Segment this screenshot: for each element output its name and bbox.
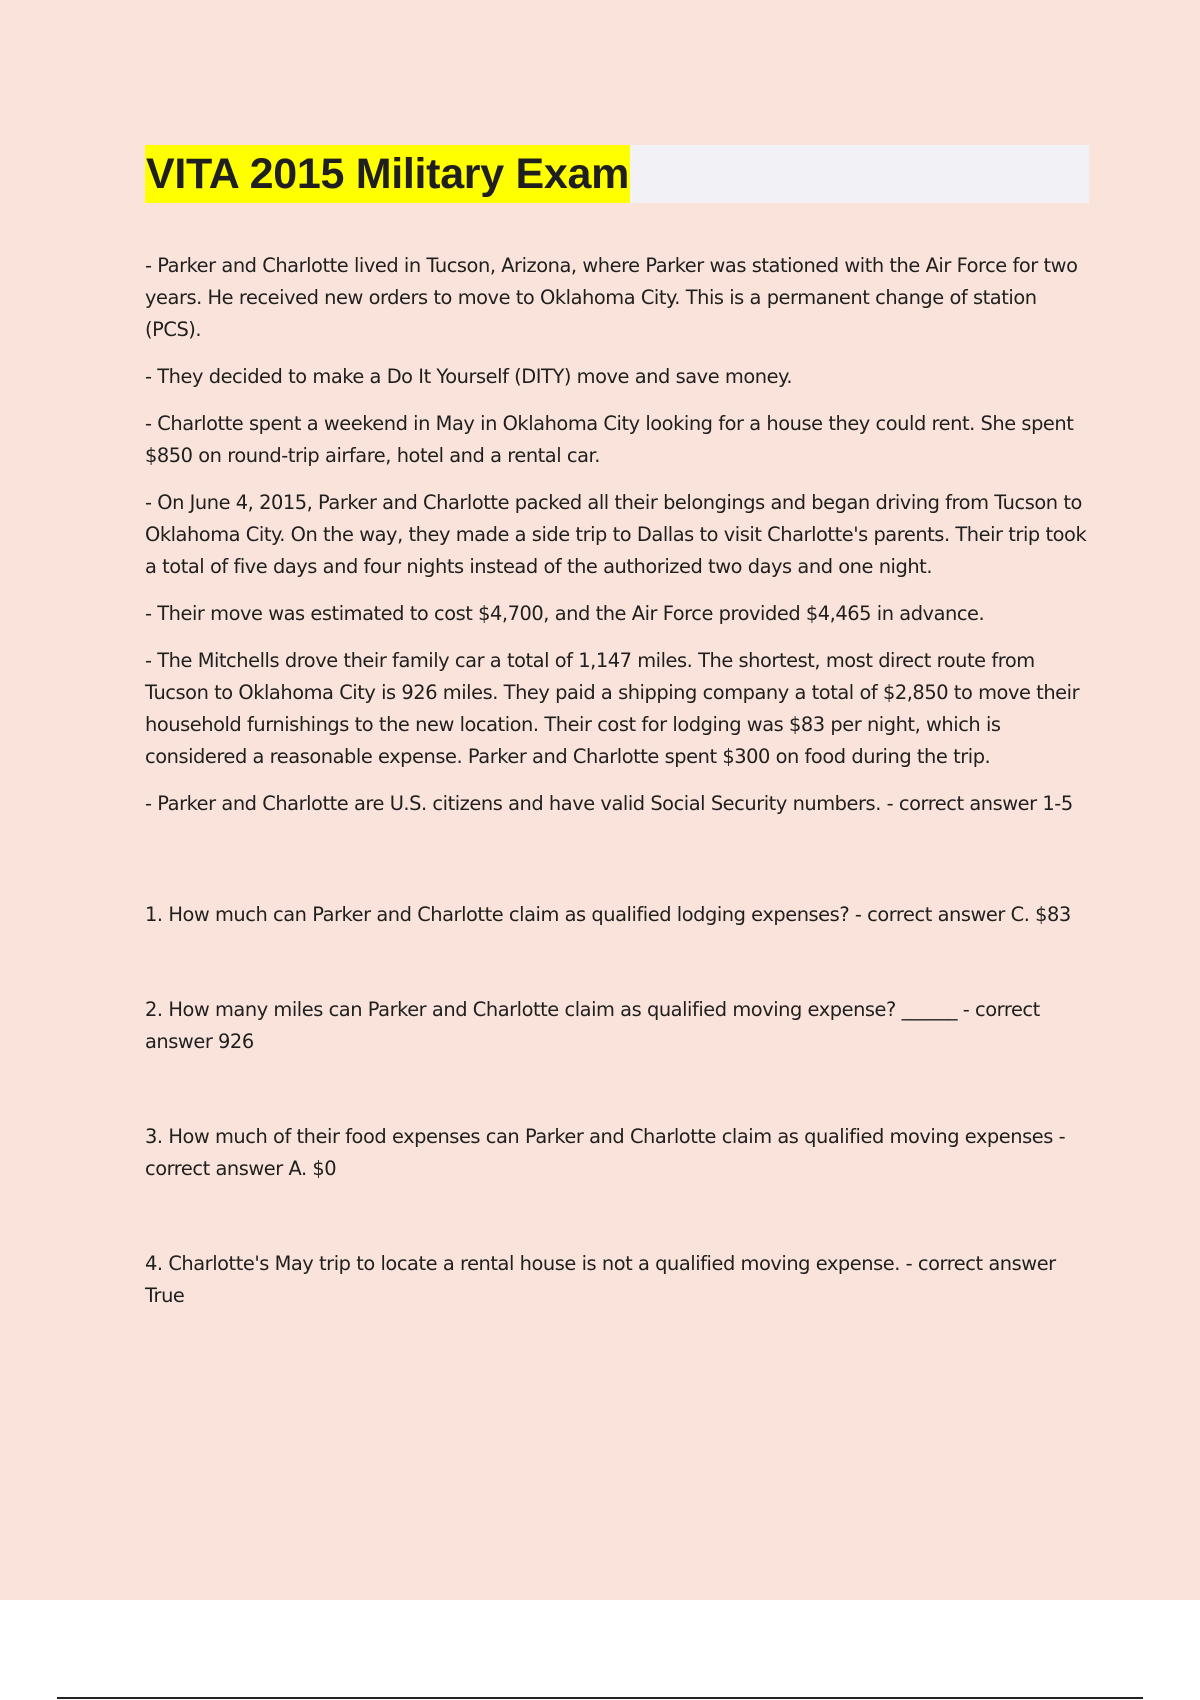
scenario-paragraph-4: - On June 4, 2015, Parker and Charlotte packed all their belongings and began driving from Tucson to Oklahoma City. On the way, they made a side trip to Dallas to visit Charlotte's parents. Their trip took a total of five days and four nights instead of the authorized two days and one night.: [145, 491, 1087, 578]
question-2: 2. How many miles can Parker and Charlotte claim as qualified moving expense? ______ - correct answer 926: [145, 998, 1040, 1053]
document-title: VITA 2015 Military Exam: [145, 145, 630, 203]
document-body: [145, 250, 1090, 1312]
scenario-paragraph-5: - Their move was estimated to cost $4,700, and the Air Force provided $4,465 in advance.: [145, 602, 985, 625]
page-divider: [57, 1697, 1143, 1699]
scenario-paragraph-7: - Parker and Charlotte are U.S. citizens and have valid Social Security numbers. - correct answer 1-5: [145, 792, 1073, 815]
scenario-paragraph-6: - The Mitchells drove their family car a total of 1,147 miles. The shortest, most direct route from Tucson to Oklahoma City is 926 miles. They paid a shipping company a total of $2,850 to move their household furnishings to the new location. Their cost for lodging was $83 per night, which is considered a reasonable expense. Parker and Charlotte spent $300 on food during the trip.: [145, 649, 1080, 768]
question-4: 4. Charlotte's May trip to locate a rental house is not a qualified moving expense. - correct answer True: [145, 1252, 1056, 1307]
question-1: 1. How much can Parker and Charlotte claim as qualified lodging expenses? - correct answer C. $83: [145, 903, 1071, 926]
question-3: 3. How much of their food expenses can Parker and Charlotte claim as qualified moving expenses - correct answer A. $0: [145, 1125, 1066, 1180]
scenario-paragraph-1: - Parker and Charlotte lived in Tucson, Arizona, where Parker was stationed with the Air Force for two years. He received new orders to move to Oklahoma City. This is a permanent change of station (PCS).: [145, 254, 1078, 341]
scenario-paragraph-3: - Charlotte spent a weekend in May in Oklahoma City looking for a house they could rent. She spent $850 on round-trip airfare, hotel and a rental car.: [145, 412, 1074, 467]
scenario-paragraph-2: - They decided to make a Do It Yourself (DITY) move and save money.: [145, 365, 793, 388]
